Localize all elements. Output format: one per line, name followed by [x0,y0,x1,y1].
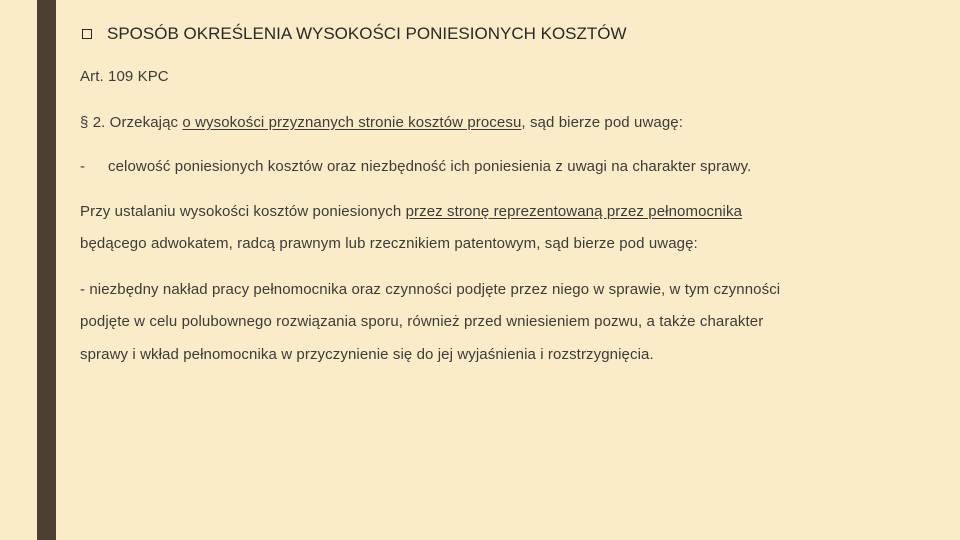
slide-heading [80,24,627,44]
paragraph-2-prefix: § 2. Orzekając [80,114,183,131]
list-item-2-line-2: podjęte w celu polubownego rozwiązania sporu, również przed wniesieniem pozwu, a także charakter [80,313,764,330]
list-item-2-line-3: sprawy i wkład pełnomocnika w przyczynienie się do jej wyjaśnienia i rozstrzygnięcia. [80,346,654,363]
paragraph-2 [80,114,683,131]
heading-title: SPOSÓB OKREŚLENIA WYSOKOŚCI PONIESIONYCH KOSZTÓW [107,24,627,43]
list-item-1-dash: - [80,158,86,175]
paragraph-3-prefix: Przy ustalaniu wysokości kosztów poniesionych [80,203,406,220]
paragraph-2-underlined: o wysokości przyznanych stronie kosztów procesu [182,114,522,131]
paragraph-3-line-1 [80,203,742,220]
sidebar-accent-bar [37,0,56,540]
list-item-1-text: celowość poniesionych kosztów oraz niezbędność ich poniesienia z uwagi na charakter sprawy. [108,158,752,175]
paragraph-2-suffix: , sąd bierze pod uwagę: [521,114,683,131]
checkbox-bullet-icon [82,29,92,39]
list-item-1 [80,158,751,175]
paragraph-3-underlined: przez stronę reprezentowaną przez pełnomocnika [405,203,743,220]
article-reference: Art. 109 KPC [80,68,169,85]
paragraph-3-line-2: będącego adwokatem, radcą prawnym lub rzecznikiem patentowym, sąd bierze pod uwagę: [80,235,698,252]
list-item-2-line-1: - niezbędny nakład pracy pełnomocnika oraz czynności podjęte przez niego w sprawie, w tym czynności [80,281,781,298]
